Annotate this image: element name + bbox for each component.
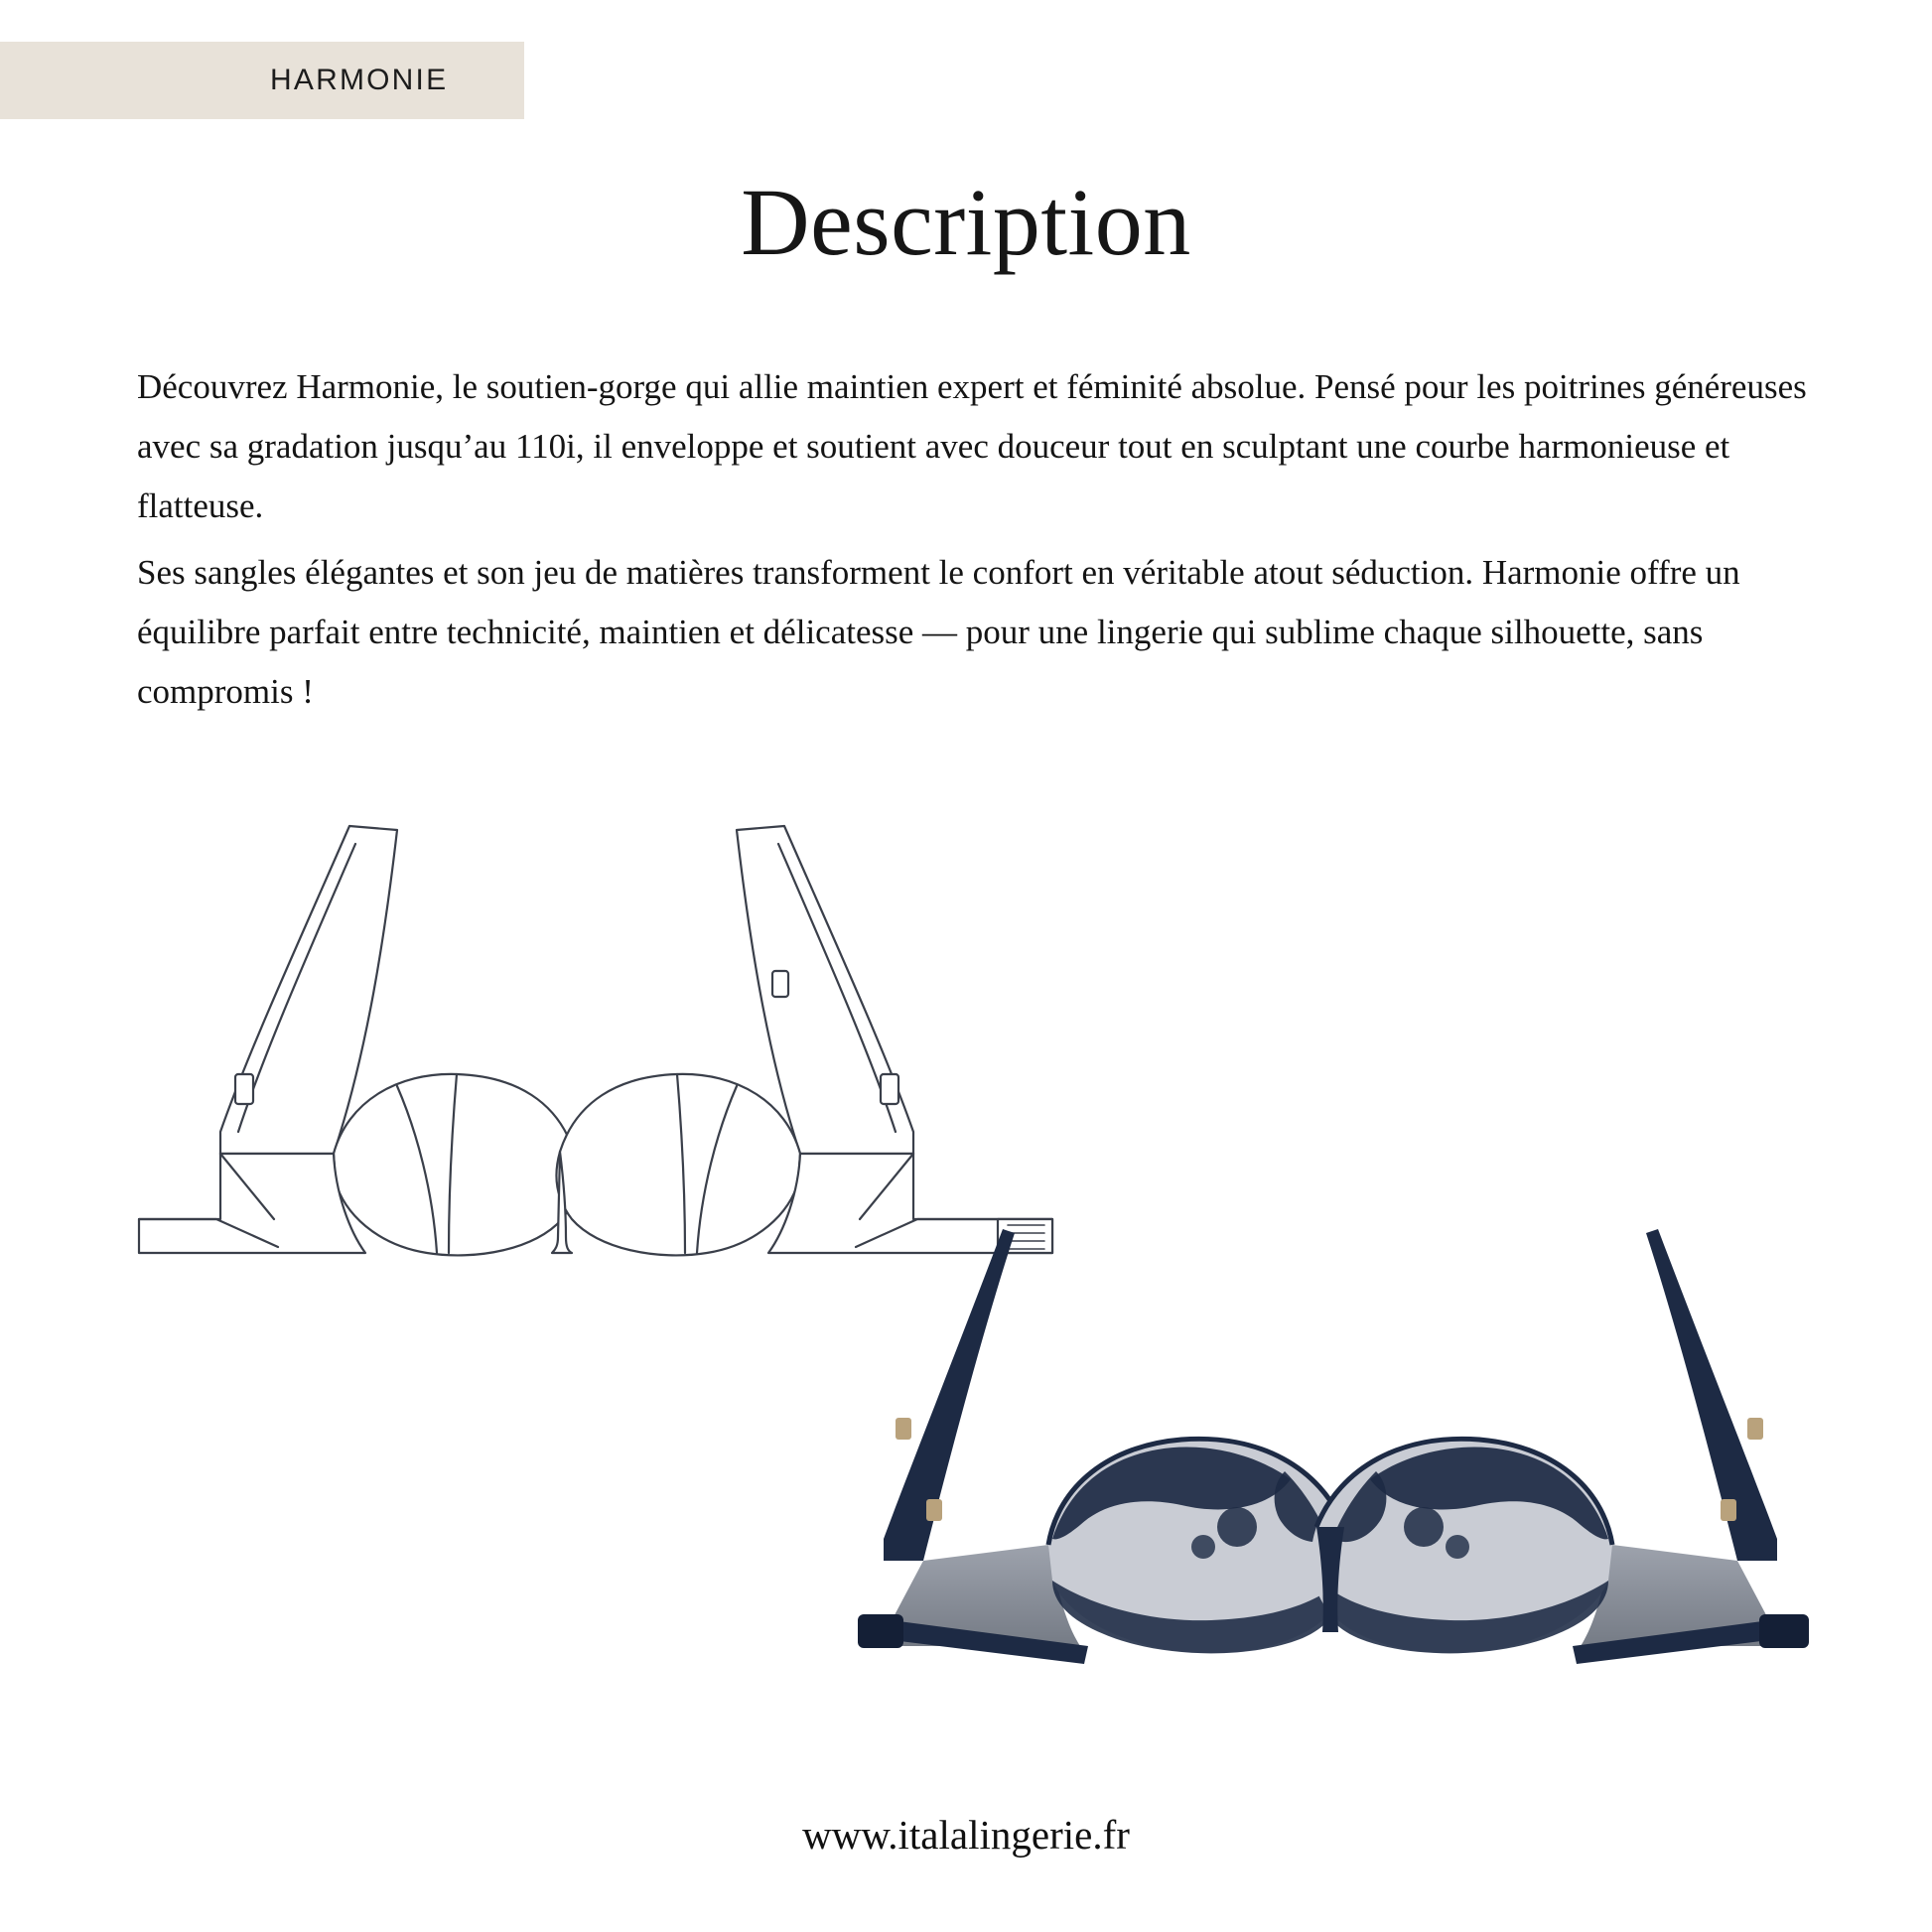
brand-tag	[0, 42, 524, 119]
page-title: Description	[741, 169, 1191, 275]
illustration-area	[0, 755, 1932, 1747]
description-block	[137, 357, 1825, 722]
description-paragraph-1: Découvrez Harmonie, le soutien-gorge qui allie maintien expert et féminité absolue. Pensé pour les poitrines généreuses avec sa gradation jusqu’au 110i, il enveloppe et soutient avec douceur tout en sculptant une courbe harmonieuse et flatteuse.	[137, 367, 1807, 526]
brand-name: HARMONIE	[270, 64, 449, 96]
bra-product-render-navy-lace	[854, 1211, 1876, 1737]
footer-website-url[interactable]: www.italalingerie.fr	[802, 1812, 1130, 1858]
description-paragraph-2: Ses sangles élégantes et son jeu de matières transforment le confort en véritable atout séduction. Harmonie offre un équilibre parfait entre technicité, maintien et délicatesse — pour une lingerie qui sublime chaque silhouette, sans compromis !	[137, 552, 1740, 711]
